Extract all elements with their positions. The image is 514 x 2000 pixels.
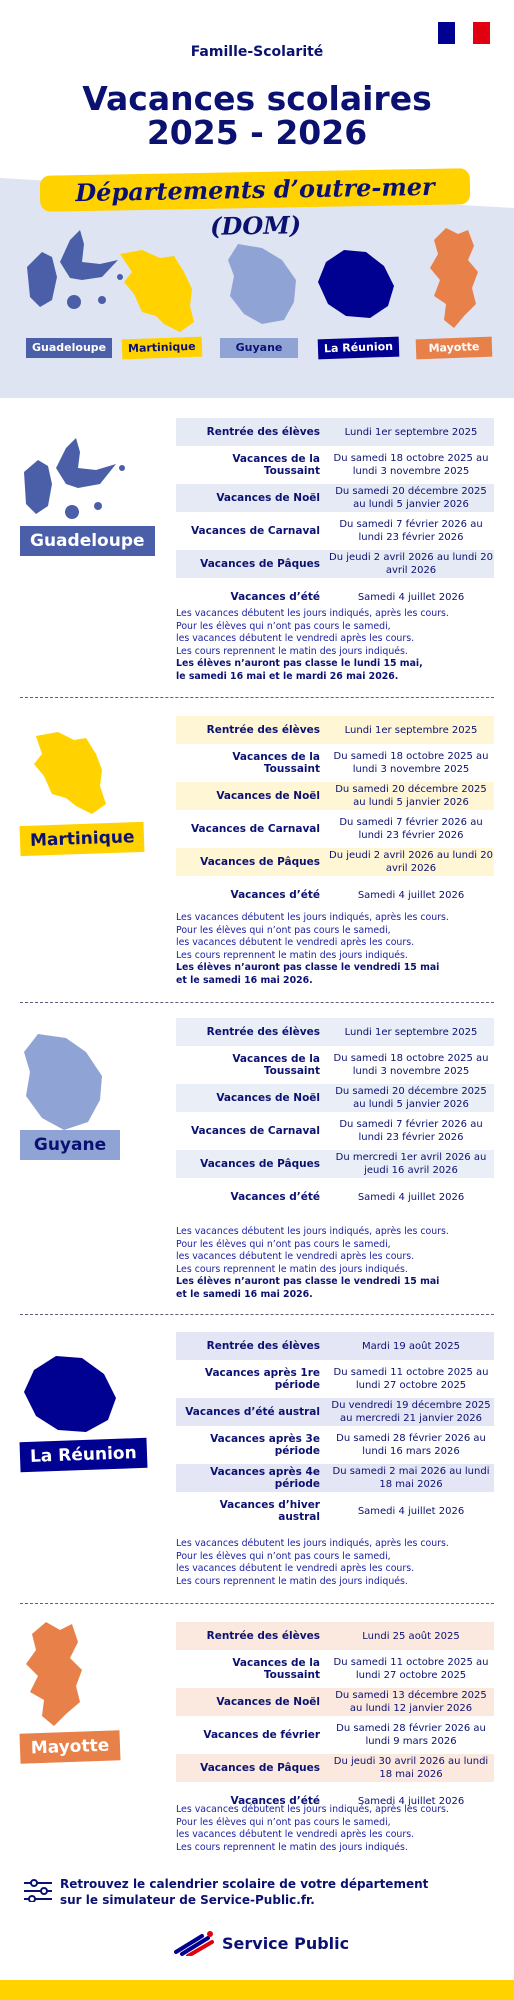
table-row: Rentrée des élèves Lundi 25 août 2025 xyxy=(176,1622,494,1650)
table-row: Rentrée des élèves Lundi 1er septembre 2025 xyxy=(176,716,494,744)
table-row: Vacances de Noël Du samedi 20 décembre 2025 au lundi 5 janvier 2026 xyxy=(176,484,494,512)
martinique-rows xyxy=(176,716,494,914)
table-row: Vacances de Carnaval Du samedi 7 février 2026 au lundi 23 février 2026 xyxy=(190,817,483,841)
martinique-label: Martinique xyxy=(20,822,145,856)
mayotte-label: Mayotte xyxy=(20,1730,121,1763)
table-row: Vacances de Pâques Du jeudi 30 avril 2026 au lundi 18 mai 2026 xyxy=(176,1754,494,1782)
bottom-bar xyxy=(0,1980,514,2000)
table-row: Vacances de Noël Du samedi 20 décembre 2025 au lundi 5 janvier 2026 xyxy=(176,1084,494,1112)
service-public-mark-icon xyxy=(172,1930,216,1956)
table-row: Vacances après 3e période Du samedi 28 février 2026 au lundi 16 mars 2026 xyxy=(210,1433,486,1457)
table-row: Vacances d’hiver austral Samedi 4 juillet 2026 xyxy=(219,1499,465,1523)
table-row: Vacances d’été austral Du vendredi 19 décembre 2025 au mercredi 21 janvier 2026 xyxy=(176,1398,494,1426)
table-row: Vacances de la Toussaint Du samedi 18 octobre 2025 au lundi 3 novembre 2025 xyxy=(232,1053,489,1077)
table-row: Vacances d’été Samedi 4 juillet 2026 xyxy=(230,591,465,603)
mayotte-notes: Les vacances débutent les jours indiqués, après les cours. Pour les élèves qui n’ont pas cours le samedi, les vacances débutent le vendredi après les cours. Les cours reprennent le matin des jours indiqués. xyxy=(176,1804,449,1853)
guadeloupe-map xyxy=(20,432,132,532)
table-row: Vacances de février Du samedi 28 février 2026 au lundi 9 mars 2026 xyxy=(203,1723,486,1747)
table-row: Vacances de la Toussaint Du samedi 18 octobre 2025 au lundi 3 novembre 2025 xyxy=(232,751,489,775)
guadeloupe-label: Guadeloupe xyxy=(20,526,155,556)
page-title: Vacances scolaires 2025 - 2026 xyxy=(82,79,432,152)
divider xyxy=(20,1002,494,1003)
hero-label-mayotte: Mayotte xyxy=(416,337,493,360)
table-row: Vacances d’été Samedi 4 juillet 2026 xyxy=(230,889,465,901)
divider xyxy=(20,697,494,698)
reunion-rows xyxy=(176,1332,494,1530)
martinique-notes: Les vacances débutent les jours indiqués, après les cours. Pour les élèves qui n’ont pas cours le samedi, les vacances débutent le vendredi après les cours. Les cours reprennent le matin des jours indiqués. Les élèves n’auront pas classe le vendredi 15 mai et le samedi 16 mai 2026. xyxy=(176,912,449,986)
sliders-icon xyxy=(24,1878,52,1902)
martinique-hero-map xyxy=(112,244,202,336)
hero-label-guyane: Guyane xyxy=(220,338,298,358)
table-row: Vacances après 1re période Du samedi 11 octobre 2025 au lundi 27 octobre 2025 xyxy=(204,1367,489,1391)
mayotte-map xyxy=(20,1618,100,1730)
divider xyxy=(20,1314,494,1315)
guadeloupe-notes: Les vacances débutent les jours indiqués, après les cours. Pour les élèves qui n’ont pas cours le samedi, les vacances débutent le vendredi après les cours. Les cours reprennent le matin des jours indiqués. Les élèves n’auront pas classe le lundi 15 mai, le samedi 16 mai et le mardi 26 mai 2026. xyxy=(176,608,449,682)
reunion-notes: Les vacances débutent les jours indiqués, après les cours. Pour les élèves qui n’ont pas cours le samedi, les vacances débutent le vendredi après les cours. Les cours reprennent le matin des jours indiqués. xyxy=(176,1538,449,1587)
table-row: Vacances de la Toussaint Du samedi 11 octobre 2025 au lundi 27 octobre 2025 xyxy=(232,1657,489,1681)
table-row: Vacances de Noël Du samedi 20 décembre 2025 au lundi 5 janvier 2026 xyxy=(176,782,494,810)
guadeloupe-rows xyxy=(176,418,494,616)
reunion-map xyxy=(20,1350,120,1438)
table-row: Vacances de Noël Du samedi 13 décembre 2025 au lundi 12 janvier 2026 xyxy=(176,1688,494,1716)
kicker: Famille-Scolarité xyxy=(190,44,324,60)
table-row: Vacances après 4e période Du samedi 2 mai 2026 au lundi 18 mai 2026 xyxy=(176,1464,494,1492)
table-row: Vacances de Carnaval Du samedi 7 février 2026 au lundi 23 février 2026 xyxy=(190,519,483,543)
service-public-logo xyxy=(172,1930,349,1956)
guyane-hero-map xyxy=(226,240,302,326)
table-row: Rentrée des élèves Mardi 19 août 2025 xyxy=(176,1332,494,1360)
table-row: Rentrée des élèves Lundi 1er septembre 2025 xyxy=(176,418,494,446)
service-public-text: Service Public xyxy=(222,1933,350,1953)
table-row: Vacances de Pâques Du jeudi 2 avril 2026 au lundi 20 avril 2026 xyxy=(176,550,494,578)
table-row: Vacances de la Toussaint Du samedi 18 octobre 2025 au lundi 3 novembre 2025 xyxy=(232,453,489,477)
french-flag-logo xyxy=(438,22,490,44)
guyane-notes: Les vacances débutent les jours indiqués, après les cours. Pour les élèves qui n’ont pas cours le samedi, les vacances débutent le vendredi après les cours. Les cours reprennent le matin des jours indiqués. Les élèves n’auront pas classe le vendredi 15 mai et le samedi 16 mai 2026. xyxy=(176,1226,449,1300)
martinique-map xyxy=(20,726,126,820)
reunion-label: La Réunion xyxy=(20,1438,148,1472)
dom-badge: Départements d’outre-mer (DOM) xyxy=(40,168,471,211)
reunion-hero-map xyxy=(314,244,396,322)
table-row: Vacances de Pâques Du mercredi 1er avril 2026 au jeudi 16 avril 2026 xyxy=(176,1150,494,1178)
table-row: Vacances de Carnaval Du samedi 7 février 2026 au lundi 23 février 2026 xyxy=(190,1119,483,1143)
guyane-map xyxy=(20,1030,116,1136)
table-row: Vacances d’été Samedi 4 juillet 2026 xyxy=(230,1191,465,1203)
hero-label-guadeloupe: Guadeloupe xyxy=(26,338,112,358)
guyane-label: Guyane xyxy=(20,1130,120,1160)
mayotte-rows xyxy=(176,1622,494,1820)
divider xyxy=(20,1603,494,1604)
hero-label-reunion: La Réunion xyxy=(318,337,400,360)
hero-label-martinique: Martinique xyxy=(122,337,202,360)
table-row: Vacances de Pâques Du jeudi 2 avril 2026 au lundi 20 avril 2026 xyxy=(176,848,494,876)
table-row: Rentrée des élèves Lundi 1er septembre 2025 xyxy=(176,1018,494,1046)
footer-link-text[interactable]: Retrouvez le calendrier scolaire de votre département sur le simulateur de Service-Public.fr. xyxy=(60,1877,429,1907)
mayotte-hero-map xyxy=(424,224,488,332)
table-row: Vacances d’été Samedi 4 juillet 2026 xyxy=(230,1795,465,1807)
guyane-rows xyxy=(176,1018,494,1216)
